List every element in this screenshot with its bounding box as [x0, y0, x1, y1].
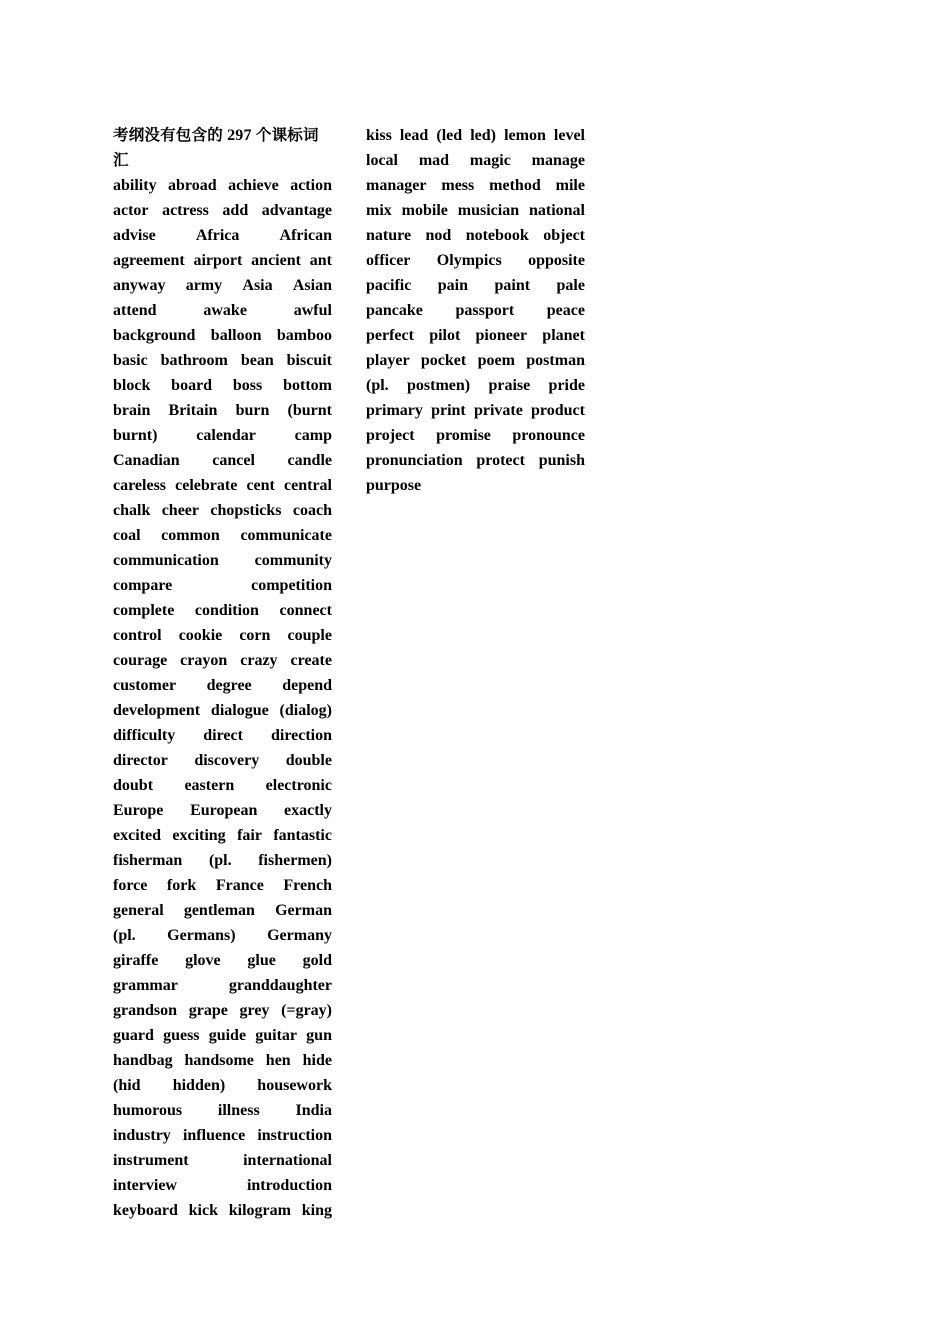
left-word-list-line: (hid hidden) housework [113, 1077, 332, 1094]
left-word-list-line: coal common communicate [113, 527, 332, 544]
left-word-list-line: handbag handsome hen hide [113, 1052, 332, 1069]
heading-text-part3: 汇 [113, 151, 129, 169]
left-word-list-line: doubt eastern electronic [113, 777, 332, 794]
heading-text-part2: 个课标词 [255, 126, 319, 144]
left-word-list-line: agreement airport ancient ant [113, 252, 332, 269]
right-word-list-line: (pl. postmen) praise pride [366, 377, 585, 394]
left-word-list-line: anyway army Asia Asian [113, 277, 332, 294]
left-word-list-line: basic bathroom bean biscuit [113, 352, 332, 369]
right-word-list-line: perfect pilot pioneer planet [366, 327, 585, 344]
left-column [113, 123, 332, 1223]
left-word-list-line: force fork France French [113, 877, 332, 894]
left-word-list-line: Canadian cancel candle [113, 452, 332, 469]
right-word-list-line: pancake passport peace [366, 302, 585, 319]
right-column [366, 123, 585, 498]
left-word-list-line: background balloon bamboo [113, 327, 332, 344]
left-word-list-line: guard guess guide guitar gun [113, 1027, 332, 1044]
right-word-list-line: manager mess method mile [366, 177, 585, 194]
left-word-list-line: advise Africa African [113, 227, 332, 244]
left-word-list-line: compare competition [113, 577, 332, 594]
left-word-list-line: actor actress add advantage [113, 202, 332, 219]
right-word-list [366, 123, 585, 498]
heading-text-part1: 考纲没有包含的 [113, 126, 223, 144]
right-word-list-line: mix mobile musician national [366, 202, 585, 219]
right-word-list-line: nature nod notebook object [366, 227, 585, 244]
right-word-list-line: pacific pain paint pale [366, 277, 585, 294]
right-word-list-line: project promise pronounce [366, 427, 585, 444]
left-word-list-line: excited exciting fair fantastic [113, 827, 332, 844]
left-word-list-line: difficulty direct direction [113, 727, 332, 744]
left-word-list-line: complete condition connect [113, 602, 332, 619]
left-word-list-line: brain Britain burn (burnt [113, 402, 332, 419]
left-word-list-line: courage crayon crazy create [113, 652, 332, 669]
left-word-list-line: fisherman (pl. fishermen) [113, 852, 332, 869]
left-word-list-line: careless celebrate cent central [113, 477, 332, 494]
left-word-list-line: communication community [113, 552, 332, 569]
left-word-list-line: (pl. Germans) Germany [113, 927, 332, 944]
left-word-list-line: instrument international [113, 1152, 332, 1169]
right-word-list-line: officer Olympics opposite [366, 252, 585, 269]
left-word-list-line: Europe European exactly [113, 802, 332, 819]
left-word-list [113, 173, 332, 1223]
heading-number: 297 [222, 127, 256, 144]
vocabulary-heading [113, 123, 332, 148]
left-word-list-line: customer degree depend [113, 677, 332, 694]
left-word-list-line: interview introduction [113, 1177, 332, 1194]
right-word-list-line: local mad magic manage [366, 152, 585, 169]
left-word-list-line: general gentleman German [113, 902, 332, 919]
left-word-list-line: giraffe glove glue gold [113, 952, 332, 969]
left-word-list-line: control cookie corn couple [113, 627, 332, 644]
left-word-list-line: chalk cheer chopsticks coach [113, 502, 332, 519]
left-word-list-line: humorous illness India [113, 1102, 332, 1119]
left-word-list-line: director discovery double [113, 752, 332, 769]
right-word-list-line: purpose [366, 477, 422, 494]
right-word-list-line: primary print private product [366, 402, 585, 419]
left-word-list-line: industry influence instruction [113, 1127, 332, 1144]
left-word-list-line: grandson grape grey (=gray) [113, 1002, 332, 1019]
right-word-list-line: player pocket poem postman [366, 352, 585, 369]
right-word-list-line: pronunciation protect punish [366, 452, 585, 469]
left-word-list-line: development dialogue (dialog) [113, 702, 332, 719]
left-word-list-line: ability abroad achieve action [113, 177, 332, 194]
left-word-list-line: block board boss bottom [113, 377, 332, 394]
left-word-list-line: attend awake awful [113, 302, 332, 319]
left-word-list-line: grammar granddaughter [113, 977, 332, 994]
vocabulary-heading-continued [113, 148, 332, 173]
left-word-list-line: keyboard kick kilogram king [113, 1202, 332, 1219]
left-word-list-line: burnt) calendar camp [113, 427, 332, 444]
right-word-list-line: kiss lead (led led) lemon level [366, 127, 585, 144]
